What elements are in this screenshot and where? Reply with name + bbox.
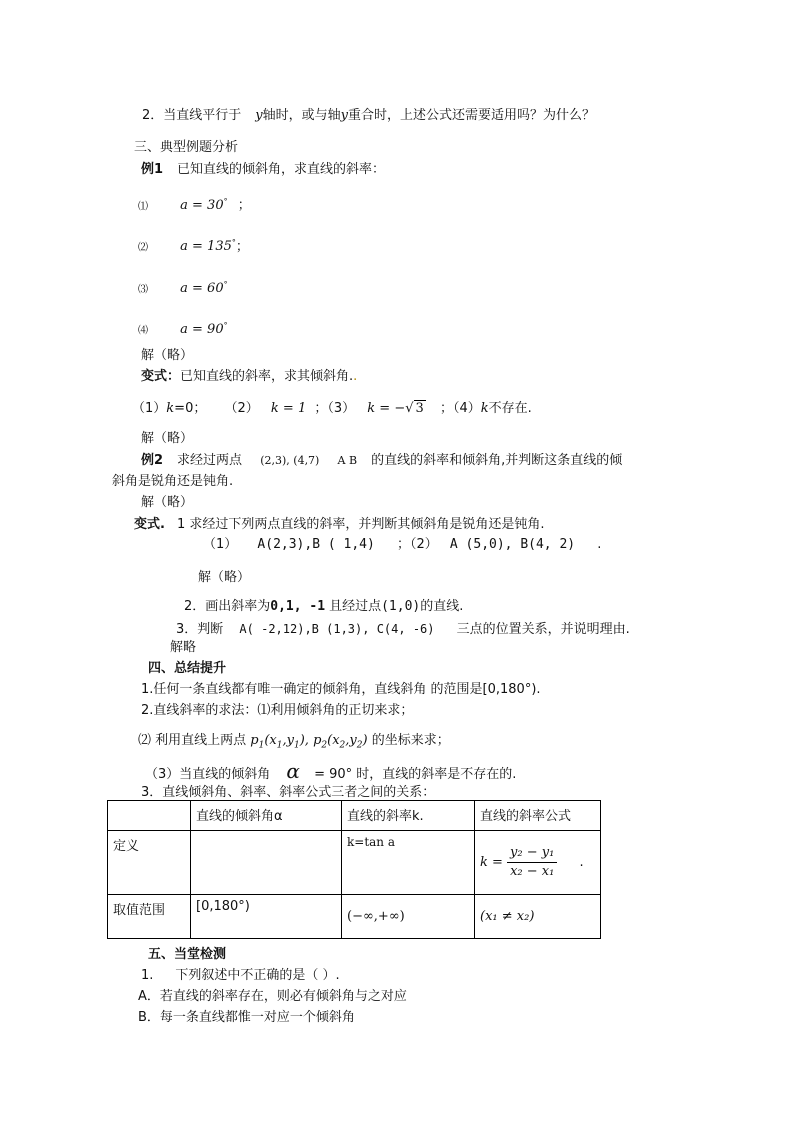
section-5-q1 [141, 967, 340, 985]
example-1-line [141, 161, 385, 179]
v1-p2: （2） [224, 401, 259, 416]
v1-k1-var: k [166, 401, 175, 416]
ex1-variant-line [141, 368, 357, 386]
variant-2-item-3 [176, 620, 630, 639]
relationship-table [107, 800, 601, 939]
slope-formula-numerator: y₂ − y₁ [507, 844, 557, 863]
ex1-item-2-tail: ； [235, 239, 249, 255]
ex1-item-2 [138, 234, 249, 257]
slope-formula-lhs: k = [480, 855, 503, 870]
q2-text-a: 2．当直线平行于 [142, 108, 242, 123]
variant-2-item-3-c: 三点的位置关系，并说明理由. [456, 622, 630, 637]
slope-formula-denominator: x₂ − x₁ [510, 864, 555, 879]
ex1-item-3-eq: a = 60 [180, 281, 224, 297]
section-4-line-4 [145, 759, 517, 784]
ex1-item-1-deg: ° [223, 197, 228, 206]
ex1-solution-2: 解（略） [141, 431, 194, 446]
ex1-item-3-num: ⑶ [138, 284, 148, 296]
point-p2: $p_2(x_2,y_2)$ [313, 733, 368, 751]
sqrt-symbol: √ [405, 401, 414, 416]
ex1-item-4-deg: ° [223, 321, 228, 330]
ex1-item-3-deg: ° [223, 280, 228, 289]
point-p1: $p_1(x_1,y_1)$, [250, 733, 309, 751]
example-2-line [141, 452, 622, 470]
slope-formula-fraction [507, 844, 557, 881]
v1-k4-var: k [480, 401, 489, 416]
example-2-text-b: 的直线的斜率和倾斜角,并判断这条直线的倾 [371, 453, 623, 468]
v1-sep2: ；（3） [314, 401, 356, 416]
table-header-cell: 直线的斜率k. [342, 801, 475, 831]
v1-k3-lhs: k = − [367, 401, 406, 416]
q2-y-a: y [255, 108, 263, 123]
variant-2-item-2-d: (1,0) [381, 599, 421, 614]
variant-2-label: 变式. [134, 517, 165, 532]
variant-1-items [132, 400, 532, 418]
q2-y-b: y [340, 108, 349, 123]
variant-2-pairs-2-pts: A (5,0), B(4, 2) [449, 537, 576, 552]
section-5-option-a: A．若直线的斜率存在，则必有倾斜角与之对应 [138, 989, 407, 1004]
section-5-option-b: B．每一条直线都惟一对应一个倾斜角 [138, 1010, 355, 1025]
ex1-item-2-eq: a = 135 [180, 239, 232, 255]
ex1-variant-text: 已知直线的斜率，求其倾斜角. [180, 369, 354, 384]
example-2-ab: A B [337, 454, 358, 467]
v1-k3-rad: 3 [415, 401, 424, 416]
v1-k2: k = 1 [270, 401, 307, 416]
section-4-line-2: 2.直线斜率的求法：⑴利用倾斜角的正切来求； [141, 703, 414, 718]
section-4-line-3-b: 的坐标来求； [371, 733, 450, 748]
variant-2-pairs-1: （1） [203, 537, 238, 552]
section-4-line-4-a: （3）当直线的倾斜角 [145, 767, 271, 782]
table-cell: 定义 [108, 831, 191, 895]
variant-2-pairs-end: . [597, 537, 602, 552]
section-4-line-4-b: = 90° 时，直线的斜率是不存在的. [314, 767, 517, 782]
section-3-title: 三、典型例题分析 [134, 140, 239, 155]
table-header-row [108, 801, 601, 831]
example-2-solution: 解（略） [141, 495, 194, 510]
table-cell [342, 831, 475, 895]
variant-2-item-3-a: 3．判断 [176, 622, 224, 637]
slope-range: (−∞,+∞) [347, 909, 405, 924]
ex1-item-1-eq: a = 30 [180, 198, 224, 214]
variant-2-item-3-solution: 解略 [170, 640, 197, 655]
slope-formula-dot: . [579, 855, 584, 870]
variant-2-item-1: 1 求经过下列两点直线的斜率，并判断其倾斜角是锐角还是钝角. [176, 517, 545, 532]
variant-2-item-3-b: A( -2,12),B (1,3), C(4, -6) [239, 622, 435, 636]
v1-p1: （1） [132, 401, 167, 416]
ex1-variant-dot: . [353, 369, 358, 384]
example-2-text-a: 求经过两点 [177, 453, 243, 468]
ex1-item-1 [138, 193, 251, 216]
section-4-line-3-a: ⑵ 利用直线上两点 [138, 733, 247, 748]
variant-2-item-2-b: 0,1, -1 [270, 599, 326, 614]
question-2-line [142, 107, 595, 125]
section-5-title: 五、当堂检测 [148, 947, 227, 962]
section-5-q1-text: 下列叙述中不正确的是（ ）. [175, 968, 340, 983]
ex1-variant-label: 变式： [141, 369, 181, 384]
example-2-points: (2,3), (4,7) [260, 454, 320, 467]
section-4-line-1: 1.任何一条直线都有唯一确定的倾斜角，直线斜角 的范围是[0,180°). [141, 682, 541, 697]
table-row [108, 895, 601, 939]
ex1-item-4-eq: a = 90 [180, 322, 224, 338]
ex1-item-2-num: ⑵ [138, 242, 148, 254]
table-cell [342, 895, 475, 939]
table-cell: [0,180°) [191, 895, 342, 939]
variant-2-item-2-e: 的直线. [420, 599, 464, 614]
table-row [108, 831, 601, 895]
section-5-q1-num: 1. [141, 968, 154, 983]
ex1-item-1-tail: ； [237, 198, 251, 214]
table-header-cell [108, 801, 191, 831]
example-2-label: 例2 [141, 453, 164, 468]
variant-2-solution: 解（略） [198, 570, 251, 585]
table-cell [191, 831, 342, 895]
q2-text-b: 轴时，或与轴 [262, 108, 341, 123]
slope-formula-condition: (x₁ ≠ x₂) [480, 909, 535, 924]
variant-2-pairs-2: ；（2） [396, 537, 438, 552]
variant-2-item-2-c: 且经过点 [329, 599, 382, 614]
ex1-solution: 解（略） [141, 348, 194, 363]
section-4-title: 四、总结提升 [148, 661, 227, 676]
slope-def: k=tan a [347, 835, 395, 849]
ex1-item-2-deg: ° [231, 238, 236, 247]
variant-2-item-2-a: 2．画出斜率为 [184, 599, 271, 614]
ex1-item-4-num: ⑷ [138, 325, 148, 337]
v1-k1-rest: =0； [174, 401, 207, 416]
example-1-text: 已知直线的倾斜角，求直线的斜率： [177, 162, 386, 177]
variant-2-line-1 [134, 516, 545, 534]
table-cell [475, 895, 601, 939]
variant-2-item-2 [184, 598, 463, 616]
table-cell: 取值范围 [108, 895, 191, 939]
q2-text-c: 重合时，上述公式还需要适用吗？为什么？ [348, 108, 596, 123]
ex1-item-3 [138, 276, 228, 299]
section-4-line-5: 3．直线倾斜角、斜率、斜率公式三者之间的关系： [141, 785, 436, 800]
ex1-item-4 [138, 317, 228, 340]
table-cell [475, 831, 601, 895]
table-header-cell: 直线的倾斜角α [191, 801, 342, 831]
section-4-line-3 [138, 732, 450, 755]
variant-2-pairs [203, 536, 601, 554]
ex1-item-1-num: ⑴ [138, 201, 148, 213]
v1-k4-rest: 不存在. [488, 401, 532, 416]
example-2-line-2: 斜角是锐角还是钝角. [112, 474, 234, 489]
table-header-cell: 直线的斜率公式 [475, 801, 601, 831]
example-1-label: 例1 [141, 162, 164, 177]
variant-2-pairs-1-pts: A(2,3),B ( 1,4) [257, 537, 375, 552]
v1-sep3: ；（4） [439, 401, 481, 416]
alpha-symbol: α [286, 759, 300, 783]
